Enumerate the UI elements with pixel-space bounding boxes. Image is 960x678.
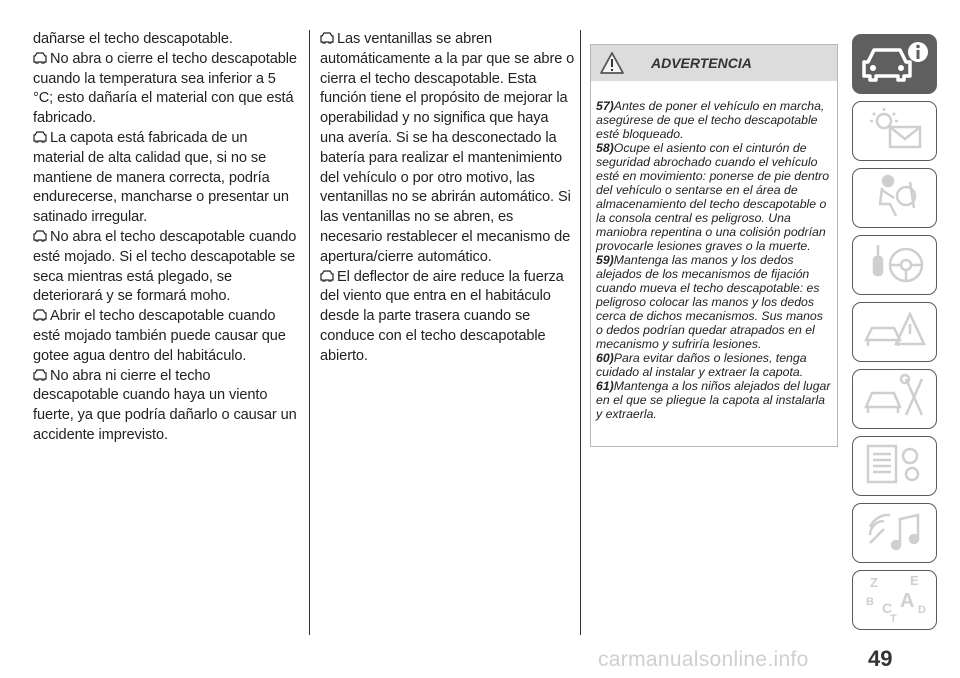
vehicle-note-icon [320, 32, 334, 44]
warning-item [596, 253, 832, 351]
vehicle-note-icon [33, 52, 47, 64]
warning-number: 60) [596, 351, 614, 365]
key-steering-icon [860, 239, 930, 292]
sidebar-tab-emergency[interactable] [852, 302, 937, 362]
vehicle-note-icon [320, 270, 334, 282]
multimedia-music-icon [860, 507, 930, 560]
sidebar-tab-airbag-seat[interactable] [852, 168, 937, 228]
sidebar-tab-specifications[interactable] [852, 436, 937, 496]
column-divider [580, 30, 581, 635]
note-paragraph [320, 30, 576, 268]
vehicle-note-icon [33, 309, 47, 321]
vehicle-note-icon [33, 369, 47, 381]
index-letter: D [917, 603, 926, 616]
index-letter: C [881, 599, 892, 616]
warning-text: Antes de poner el vehículo en marcha, asegúrese de que el techo descapotable esté bloqueado. [596, 99, 825, 141]
warning-number: 59) [596, 253, 614, 267]
warning-text: Mantenga a los niños alejados del lugar en el que se pliegue la capota al instalarla y extraerla. [596, 379, 831, 421]
warning-item [596, 141, 832, 253]
vehicle-note-icon [33, 131, 47, 143]
note-paragraph [33, 129, 299, 228]
car-info-icon [860, 40, 930, 89]
warning-text: Ocupe el asiento con el cinturón de seguridad abrochado cuando el vehículo esté en movimiento: ponerse de pie dentro del vehículo o sentarse en el área de almacenamiento del techo descapotable o la consola central es peligroso. Una maniobra repentina o una colisión podrían provocarle lesiones graves o la muerte. [596, 141, 830, 253]
sidebar-tab-dashboard-lights[interactable] [852, 101, 937, 161]
airbag-seat-icon [860, 172, 930, 225]
note-text: No abra o cierre el techo descapotable cuando la temperatura sea inferior a 5 °C; esto dañaría el material con que está fabricado. [33, 50, 297, 127]
index-letter: B [865, 595, 874, 608]
note-text: Abrir el techo descapotable cuando esté mojado también puede causar que gotee agua dentro del habitáculo. [33, 308, 286, 364]
warning-body [591, 81, 837, 421]
sidebar-tab-maintenance[interactable] [852, 369, 937, 429]
note-paragraph [320, 268, 576, 367]
note-paragraph [33, 50, 299, 129]
specifications-gears-icon [860, 440, 930, 493]
page-number: 49 [868, 646, 893, 671]
emergency-breakdown-icon [860, 306, 930, 359]
warning-header [591, 45, 837, 81]
warning-box [590, 44, 838, 447]
vehicle-note-icon [33, 230, 47, 242]
warning-item [596, 379, 832, 421]
chapter-sidebar [852, 34, 937, 637]
warning-item [596, 351, 832, 379]
index-letter: Z [869, 574, 878, 590]
sidebar-tab-key-steering[interactable] [852, 235, 937, 295]
warning-number: 58) [596, 141, 614, 155]
text-column-middle [320, 30, 576, 367]
note-text: No abra el techo descapotable cuando esté mojado. Si el techo descapotable se seca mientras está plegado, se deteriorará y se formará moho. [33, 228, 297, 305]
watermark: carmanualsonline.info [598, 648, 809, 671]
warning-item [596, 99, 832, 141]
warning-triangle-icon [599, 51, 625, 80]
lead-paragraph: dañarse el techo descapotable. [33, 31, 233, 47]
index-letter: A [899, 589, 914, 612]
sidebar-tab-index[interactable] [852, 570, 937, 630]
note-text: Las ventanillas se abren automáticamente a la par que se abre o cierra el techo descapotable. Esta función tiene el propósito de mejorar la operabilidad y no significa que haya una avería. Si se ha desconectado la batería para realizar el mantenimiento del vehículo o por otro motivo, las ventanillas no se abrirán automático. Si las ventanillas no se abren, es necesario restablecer el mecanismo de apertura/cierre automático. [320, 31, 575, 265]
sidebar-tab-car-info[interactable] [852, 34, 937, 94]
index-letter: T [889, 612, 897, 623]
note-text: El deflector de aire reduce la fuerza del viento que entra en el habitáculo desde la parte trasera cuando se conduce con el techo descapotable abierto. [320, 268, 564, 364]
index-letters-icon [860, 573, 930, 628]
note-paragraph [33, 307, 299, 366]
note-text: No abra ni cierre el techo descapotable cuando haya un viento fuerte, ya que podría dañarlo o causar un accidente imprevisto. [33, 367, 297, 443]
column-divider [309, 30, 310, 635]
note-paragraph [33, 228, 299, 307]
note-paragraph [33, 367, 299, 446]
index-letter: E [909, 572, 919, 588]
warning-text: Para evitar daños o lesiones, tenga cuidado al instalar y extraer la capota. [596, 351, 807, 379]
note-text: La capota está fabricada de un material de alta calidad que, si no se mantiene de manera correcta, podría endurecerse, mancharse o presentar un satinado irregular. [33, 129, 289, 226]
dashboard-lights-icon [860, 105, 930, 158]
sidebar-tab-multimedia[interactable] [852, 503, 937, 563]
warning-number: 57) [596, 99, 614, 113]
warning-text: Mantenga las manos y los dedos alejados de los mecanismos de fijación cuando mueva el techo descapotable: es peligroso colocar las manos y los dedos cerca de dichos mecanismos. Sus manos o dedos podrían quedar atrapados en el mecanismo y sufriría lesiones. [596, 253, 823, 351]
warning-title: ADVERTENCIA [651, 55, 752, 71]
text-column-left [33, 30, 299, 446]
maintenance-wrench-icon [860, 373, 930, 426]
warning-number: 61) [596, 379, 614, 393]
